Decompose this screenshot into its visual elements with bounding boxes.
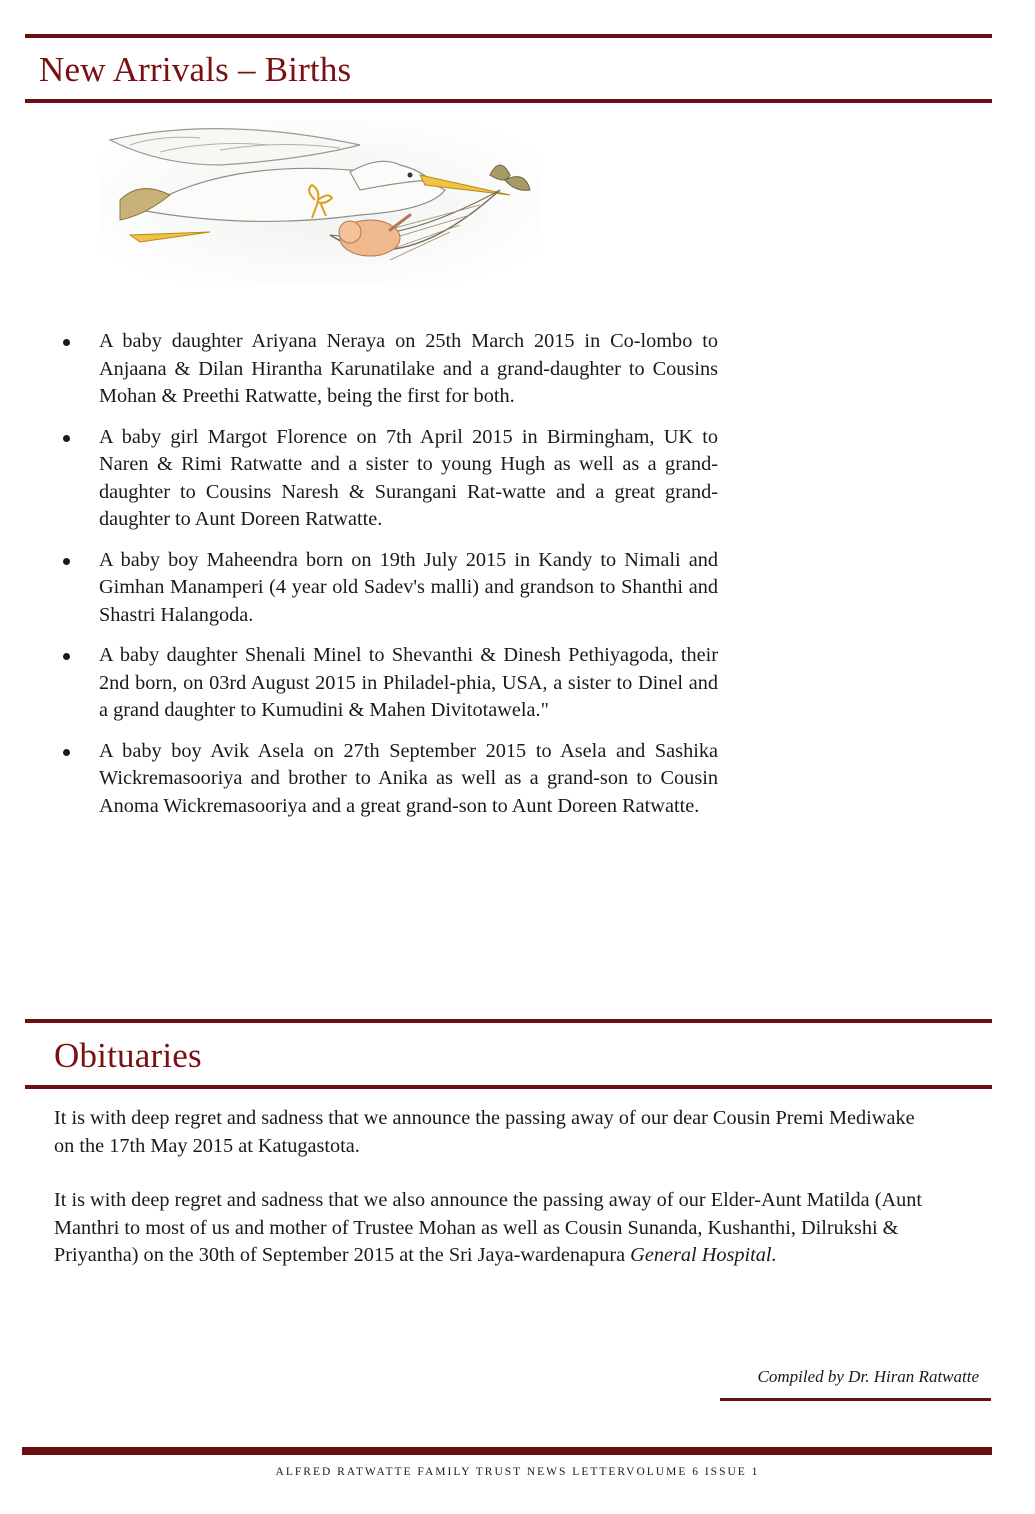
obituary-paragraph-2 <box>54 1187 934 1270</box>
obituary-paragraph-1: It is with deep regret and sadness that we announce the passing away of our dear Cousin Premi Mediwake on the 17th May 2015 at Katugastota. <box>54 1107 915 1157</box>
bullet-icon <box>63 558 70 565</box>
obituary-paragraph-2-italic: General Hospital. <box>630 1244 777 1266</box>
births-list <box>56 328 718 833</box>
list-item <box>56 547 718 630</box>
footer-text: ALFRED RATWATTE FAMILY TRUST NEWS LETTERVOLUME 6 ISSUE 1 <box>275 1466 760 1478</box>
compiled-by-credit: Compiled by Dr. Hiran Ratwatte <box>757 1367 979 1386</box>
birth-text: A baby daughter Ariyana Neraya on 25th March 2015 in Co-lombo to Anjaana & Dilan Hirantha Karunatilake and a grand-daughter to Cousins Mohan & Preethi Ratwatte, being the first for both. <box>99 330 718 407</box>
births-heading: New Arrivals – Births <box>39 50 352 89</box>
stork-illustration <box>100 120 540 285</box>
bullet-icon <box>63 435 70 442</box>
list-item <box>56 642 718 725</box>
obituaries-heading: Obituaries <box>54 1036 202 1075</box>
births-top-rule <box>25 34 992 38</box>
footer-rule <box>22 1447 992 1455</box>
birth-text: A baby daughter Shenali Minel to Shevanthi & Dinesh Pethiyagoda, their 2nd born, on 03rd August 2015 in Philadel-phia, USA, a sister to Dinel and a grand daughter to Kumudini & Mahen Divitotawela." <box>99 644 718 721</box>
list-item <box>56 328 718 411</box>
list-item <box>56 738 718 821</box>
credit-rule <box>720 1398 991 1401</box>
obituaries-top-rule <box>25 1019 992 1023</box>
birth-text: A baby boy Avik Asela on 27th September 2015 to Asela and Sashika Wickremasooriya and brother to Anika as well as a grand-son to Cousin Anoma Wickremasooriya and a great grand-son to Aunt Doreen Ratwatte. <box>99 739 718 817</box>
birth-text: A baby girl Margot Florence on 7th April 2015 in Birmingham, UK to Naren & Rimi Ratwatte and a sister to young Hugh as well as a grand-daughter to Cousins Naresh & Surangani Rat-watte and a great grand-daughter to Aunt Doreen Ratwatte. <box>99 425 718 530</box>
list-item <box>56 424 718 534</box>
obituary-paragraph-2-text: It is with deep regret and sadness that we also announce the passing away of our Elder-Aunt Matilda (Aunt Manthri to most of us and mother of Trustee Mohan as well as Cousin Sunanda, Kushanthi, Dilrukshi & Priyantha) on the 30th of September 2015 at the Sri Jaya-wardenapura <box>54 1189 923 1266</box>
obituaries-bottom-rule <box>25 1085 992 1089</box>
bullet-icon <box>63 653 70 660</box>
births-bottom-rule <box>25 99 992 103</box>
birth-text: A baby boy Maheendra born on 19th July 2015 in Kandy to Nimali and Gimhan Manamperi (4 year old Sadev's malli) and grandson to Shanthi and Shastri Halangoda. <box>99 548 718 626</box>
bullet-icon <box>63 339 70 346</box>
bullet-icon <box>63 749 70 756</box>
